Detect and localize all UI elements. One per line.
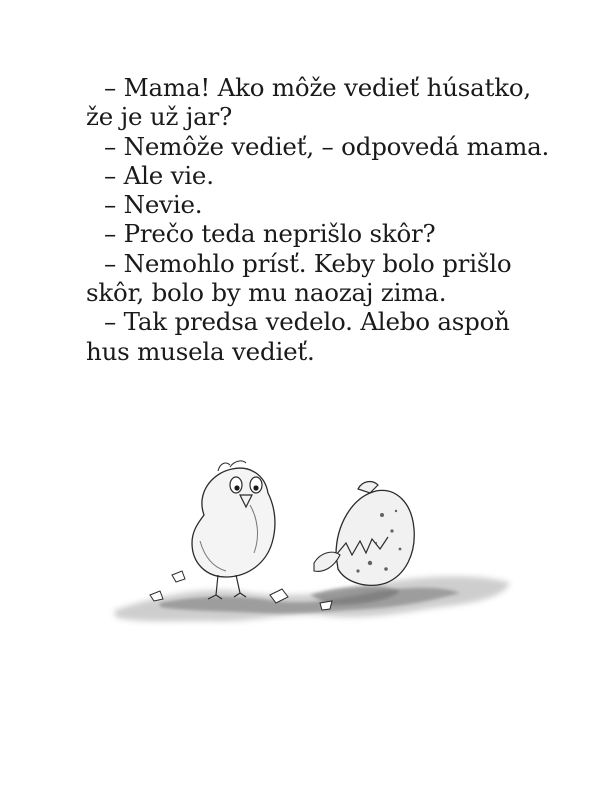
story-paragraph-5: – Prečo teda neprišlo skôr? (104, 219, 436, 249)
ground-wash (115, 576, 510, 621)
gosling (192, 461, 275, 599)
story-text (86, 73, 556, 366)
broken-egg (314, 482, 414, 586)
story-paragraph-7: – Tak predsa vedelo. Alebo aspoň hus musela vedieť. (86, 307, 510, 366)
story-paragraph-3: – Ale vie. (104, 160, 214, 190)
gosling-egg-illustration (100, 445, 520, 650)
story-paragraph-4: – Nevie. (104, 190, 203, 220)
story-paragraph-1: – Mama! Ako môže vedieť húsatko, že je už jar? (86, 73, 532, 132)
story-paragraph-6: – Nemohlo prísť. Keby bolo prišlo skôr, bolo by mu naozaj zima. (86, 248, 512, 308)
story-paragraph-2: – Nemôže vedieť, – odpovedá mama. (104, 131, 550, 161)
